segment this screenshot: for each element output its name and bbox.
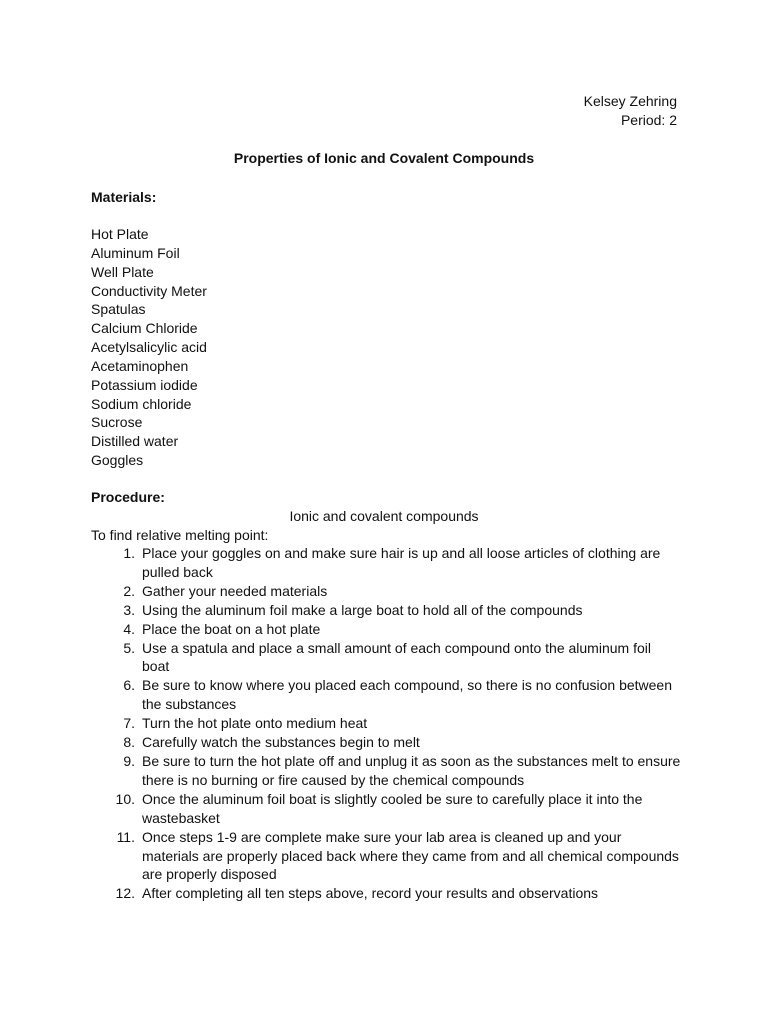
material-item: Goggles <box>91 452 144 469</box>
procedure-steps <box>91 544 681 903</box>
step-number: 1. <box>123 545 135 561</box>
author-name: Kelsey Zehring <box>583 93 677 109</box>
materials-heading: Materials: <box>91 189 157 205</box>
step-text: Once steps 1-9 are complete make sure your lab area is cleaned up and your materials are properly placed back where they came from and all chemical compounds are properly disposed <box>142 828 679 883</box>
material-item: Sodium chloride <box>91 395 192 412</box>
step-item <box>91 639 681 677</box>
step-item <box>91 733 681 752</box>
step-text: Be sure to turn the hot plate off and unplug it as soon as the substances melt to ensure there is no burning or fire caused by the chemical compounds <box>142 752 681 788</box>
procedure-subtitle: Ionic and covalent compounds <box>289 508 479 524</box>
step-item <box>91 620 681 639</box>
material-item: Aluminum Foil <box>91 244 180 261</box>
step-text: Carefully watch the substances begin to melt <box>142 734 420 751</box>
step-item <box>91 676 681 714</box>
material-item: Acetaminophen <box>91 357 189 374</box>
document-title: Properties of Ionic and Covalent Compounds <box>233 150 535 166</box>
step-number: 9. <box>123 752 135 769</box>
step-text: Turn the hot plate onto medium heat <box>142 715 368 732</box>
step-text: Use a spatula and place a small amount of each compound onto the aluminum foil boat <box>142 639 651 675</box>
step-item <box>91 790 681 828</box>
step-item <box>91 544 681 582</box>
step-item <box>91 582 681 601</box>
step-item <box>91 828 681 885</box>
step-text: Gather your needed materials <box>142 582 328 599</box>
material-item: Spatulas <box>91 301 146 318</box>
step-number: 10. <box>115 790 135 807</box>
step-item <box>91 884 681 903</box>
step-text: After completing all ten steps above, record your results and observations <box>142 885 599 902</box>
material-item: Acetylsalicylic acid <box>91 339 207 356</box>
material-item: Distilled water <box>91 433 179 450</box>
step-text: Place your goggles on and make sure hair is up and all loose articles of clothing are pulled back <box>142 545 661 580</box>
step-number: 7. <box>123 715 135 732</box>
material-item: Hot Plate <box>91 226 149 242</box>
material-item: Conductivity Meter <box>91 282 207 299</box>
step-item <box>91 714 681 733</box>
step-number: 6. <box>123 677 135 694</box>
step-item <box>91 601 681 620</box>
procedure-heading: Procedure: <box>91 489 165 505</box>
author-block <box>584 92 677 130</box>
material-item: Well Plate <box>91 263 154 280</box>
procedure-intro: To find relative melting point: <box>91 527 269 543</box>
step-number: 4. <box>123 620 135 637</box>
step-number: 5. <box>123 639 135 656</box>
material-item: Sucrose <box>91 414 143 431</box>
material-item: Calcium Chloride <box>91 320 198 337</box>
step-text: Be sure to know where you placed each compound, so there is no confusion between the substances <box>142 677 672 713</box>
step-text: Using the aluminum foil make a large boat to hold all of the compounds <box>142 601 583 618</box>
step-number: 8. <box>123 734 135 751</box>
step-text: Place the boat on a hot plate <box>142 620 321 637</box>
period-label: Period: 2 <box>620 112 677 128</box>
step-number: 12. <box>115 885 135 902</box>
materials-list <box>91 225 207 470</box>
step-number: 3. <box>123 601 135 618</box>
step-number: 2. <box>123 582 135 599</box>
step-number: 11. <box>116 828 135 845</box>
material-item: Potassium iodide <box>91 376 198 393</box>
step-text: Once the aluminum foil boat is slightly cooled be sure to carefully place it into the wastebasket <box>142 790 643 826</box>
step-item <box>91 752 681 790</box>
